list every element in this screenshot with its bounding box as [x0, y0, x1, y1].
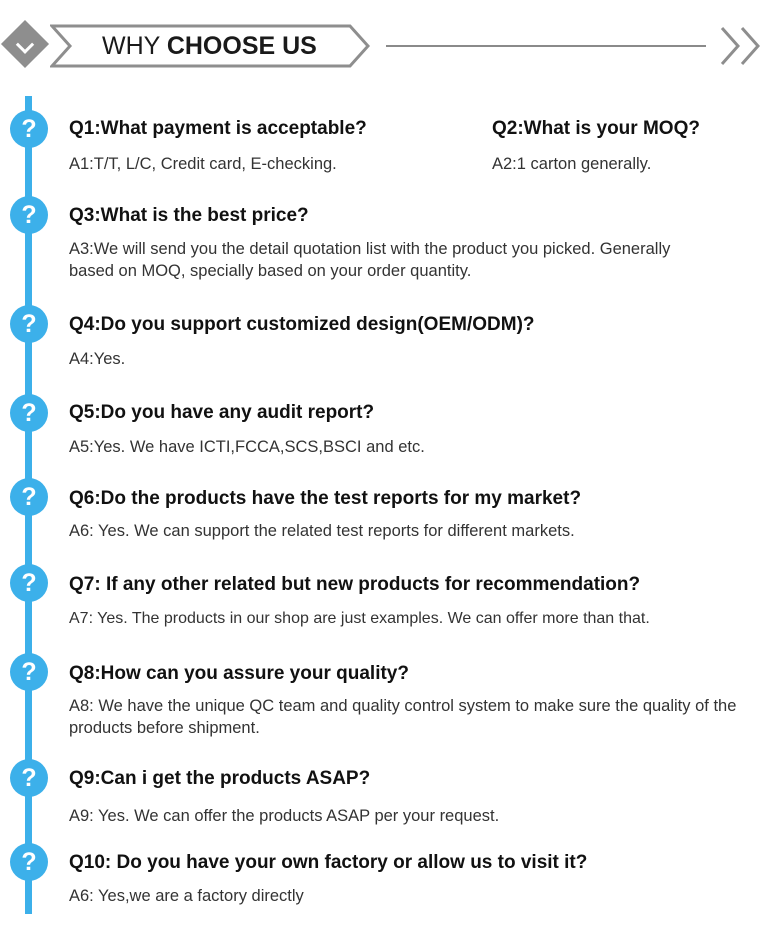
page-title-light: WHY	[102, 32, 167, 60]
faq-answer: A4:Yes.	[69, 350, 126, 368]
question-mark-icon: ?	[10, 196, 48, 234]
faq-answer: A3:We will send you the detail quotation list with the product you picked. Generally based on MOQ, specially based on your order quantity.	[69, 240, 671, 280]
faq-question: Q6:Do the products have the test reports for my market?	[69, 488, 582, 509]
page-title	[102, 30, 317, 62]
question-mark-icon: ?	[10, 843, 48, 881]
faq-answer: A8: We have the unique QC team and quality control system to make sure the quality of the products before shipment.	[69, 697, 737, 737]
faq-question: Q5:Do you have any audit report?	[69, 402, 375, 423]
question-mark-icon: ?	[10, 759, 48, 797]
faq-question: Q10: Do you have your own factory or allow us to visit it?	[69, 852, 588, 873]
chevron-down-icon	[16, 36, 34, 54]
faq-answer: A9: Yes. We can offer the products ASAP per your request.	[69, 807, 500, 825]
header-divider	[386, 45, 706, 47]
faq-question: Q3:What is the best price?	[69, 205, 309, 226]
faq-question: Q9:Can i get the products ASAP?	[69, 768, 371, 789]
faq-question: Q1:What payment is acceptable?	[69, 118, 367, 139]
page-title-bold: CHOOSE US	[166, 32, 317, 60]
question-mark-icon: ?	[10, 110, 48, 148]
faq-question: Q2:What is your MOQ?	[492, 118, 700, 139]
faq-question: Q8:How can you assure your quality?	[69, 663, 409, 684]
faq-answer: A1:T/T, L/C, Credit card, E-checking.	[69, 155, 337, 173]
section-heading-banner	[50, 24, 370, 68]
question-mark-icon: ?	[10, 478, 48, 516]
faq-question: Q7: If any other related but new products for recommendation?	[69, 574, 641, 595]
question-mark-icon: ?	[10, 305, 48, 343]
faq-answer: A5:Yes. We have ICTI,FCCA,SCS,BSCI and etc.	[69, 438, 425, 456]
faq-answer: A6: Yes,we are a factory directly	[69, 887, 304, 905]
faq-question: Q4:Do you support customized design(OEM/ODM)?	[69, 314, 535, 335]
chevron-down-diamond-icon	[1, 20, 49, 68]
question-mark-icon: ?	[10, 653, 48, 691]
faq-answer: A6: Yes. We can support the related test reports for different markets.	[69, 522, 575, 540]
faq-answer: A7: Yes. The products in our shop are just examples. We can offer more than that.	[69, 610, 650, 627]
question-mark-icon: ?	[10, 394, 48, 432]
faq-answer: A2:1 carton generally.	[492, 155, 652, 173]
double-chevron-right-icon	[716, 24, 766, 68]
question-mark-icon: ?	[10, 564, 48, 602]
